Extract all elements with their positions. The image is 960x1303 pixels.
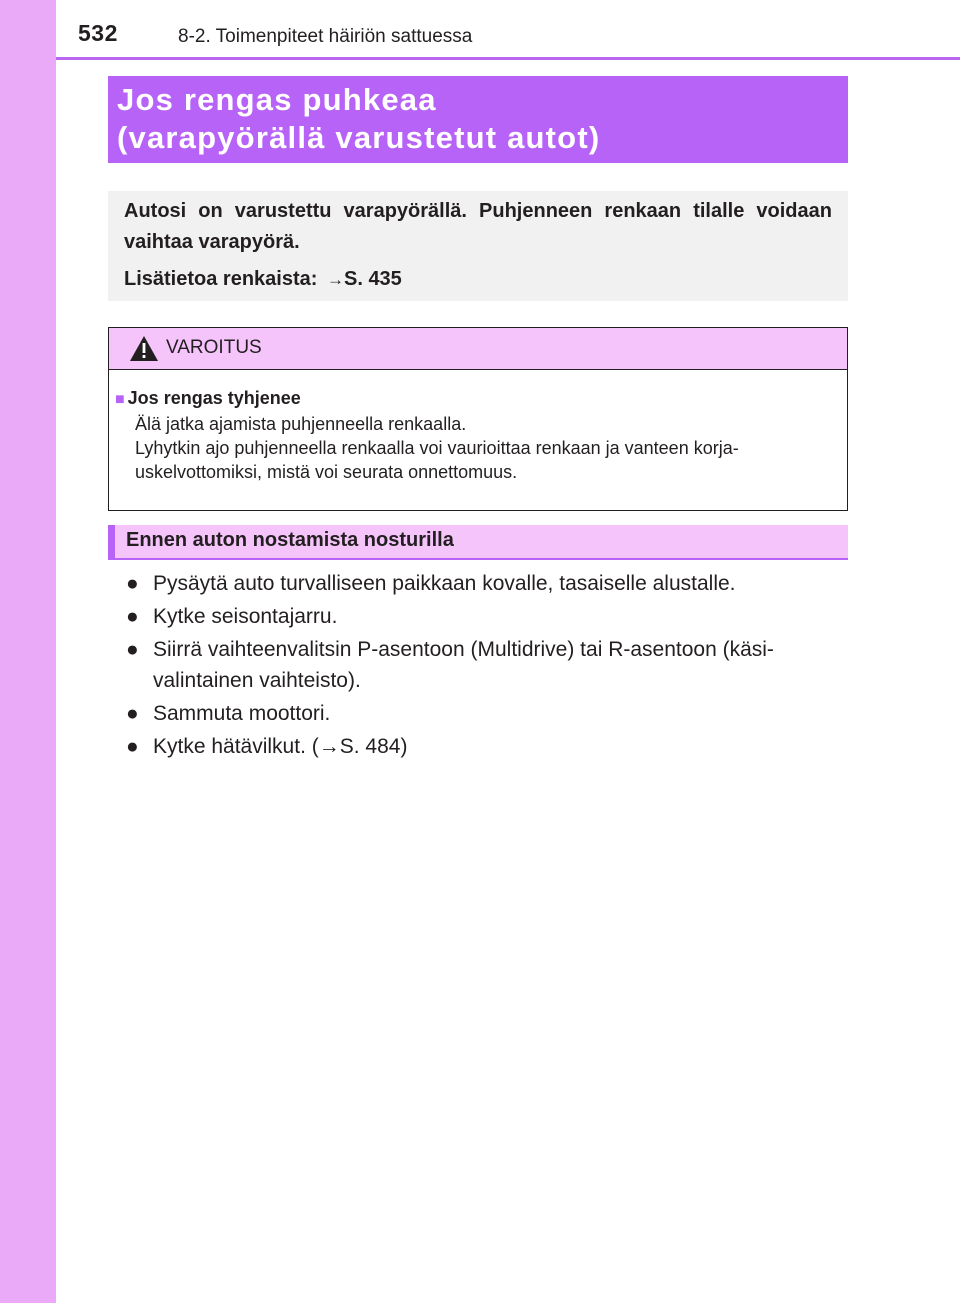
round-bullet-icon: ● [126,702,139,725]
intro-reference-label: Lisätietoa renkaista: [124,268,318,290]
intro-reference-page-link[interactable]: S. 435 [343,268,402,290]
step-text: Kytke seisontajarru. [153,605,338,628]
warning-line-2: Lyhytkin ajo puhjenneella renkaalla voi vaurioittaa renkaan ja vanteen korja-uskelvottomiksi, mistä voi seurata onnettomuus. [135,438,739,482]
step-text: Siirrä vaihteenvalitsin P-asentoon (Multidrive) tai R-asentoon (käsi-valintainen vaihteisto). [153,638,774,692]
square-bullet-icon: ■ [115,391,125,408]
page-number: 532 [78,20,118,46]
warning-triangle-icon [129,335,159,362]
warning-box [108,327,848,511]
round-bullet-icon: ● [126,638,139,661]
section-title: Ennen auton nostamista nosturilla [126,529,454,551]
warning-line-1: Älä jatka ajamista puhjenneella renkaalla. [135,414,467,434]
page-title-box [108,76,848,163]
page-title-line-1: Jos rengas puhkeaa [117,82,437,117]
step-text: Kytke hätävilkut. (→S. 484) [153,735,408,758]
list-item [126,568,846,599]
list-item [126,634,846,696]
step-text: Sammuta moottori. [153,702,331,725]
warning-body [109,370,847,484]
round-bullet-icon: ● [126,572,139,595]
chapter-title: 8-2. Toimenpiteet häiriön sattuessa [178,26,473,47]
list-item [126,698,846,729]
steps-list [126,568,846,764]
warning-subheading [115,386,837,412]
header-rule [56,57,960,60]
page-title-line-2: (varapyörällä varustetut autot) [117,120,601,155]
section-accent [108,525,115,558]
step-text: Pysäytä auto turvalliseen paikkaan kovalle, tasaiselle alustalle. [153,572,736,595]
intro-reference [124,265,832,294]
round-bullet-icon: ● [126,605,139,628]
arrow-right-icon: → [326,270,344,289]
warning-label: VAROITUS [166,337,262,358]
list-item [126,601,846,632]
intro-text: Autosi on varustettu varapyörällä. Puhjenneen renkaan tilalle voidaan vaihtaa varapyörä. [124,200,832,253]
warning-subheading-text: Jos rengas tyhjenee [127,388,301,408]
section-heading-bar [108,525,848,560]
warning-header [109,328,847,370]
list-item [126,731,846,762]
side-color-strip [0,0,56,1303]
intro-box [108,191,848,301]
round-bullet-icon: ● [126,735,139,758]
